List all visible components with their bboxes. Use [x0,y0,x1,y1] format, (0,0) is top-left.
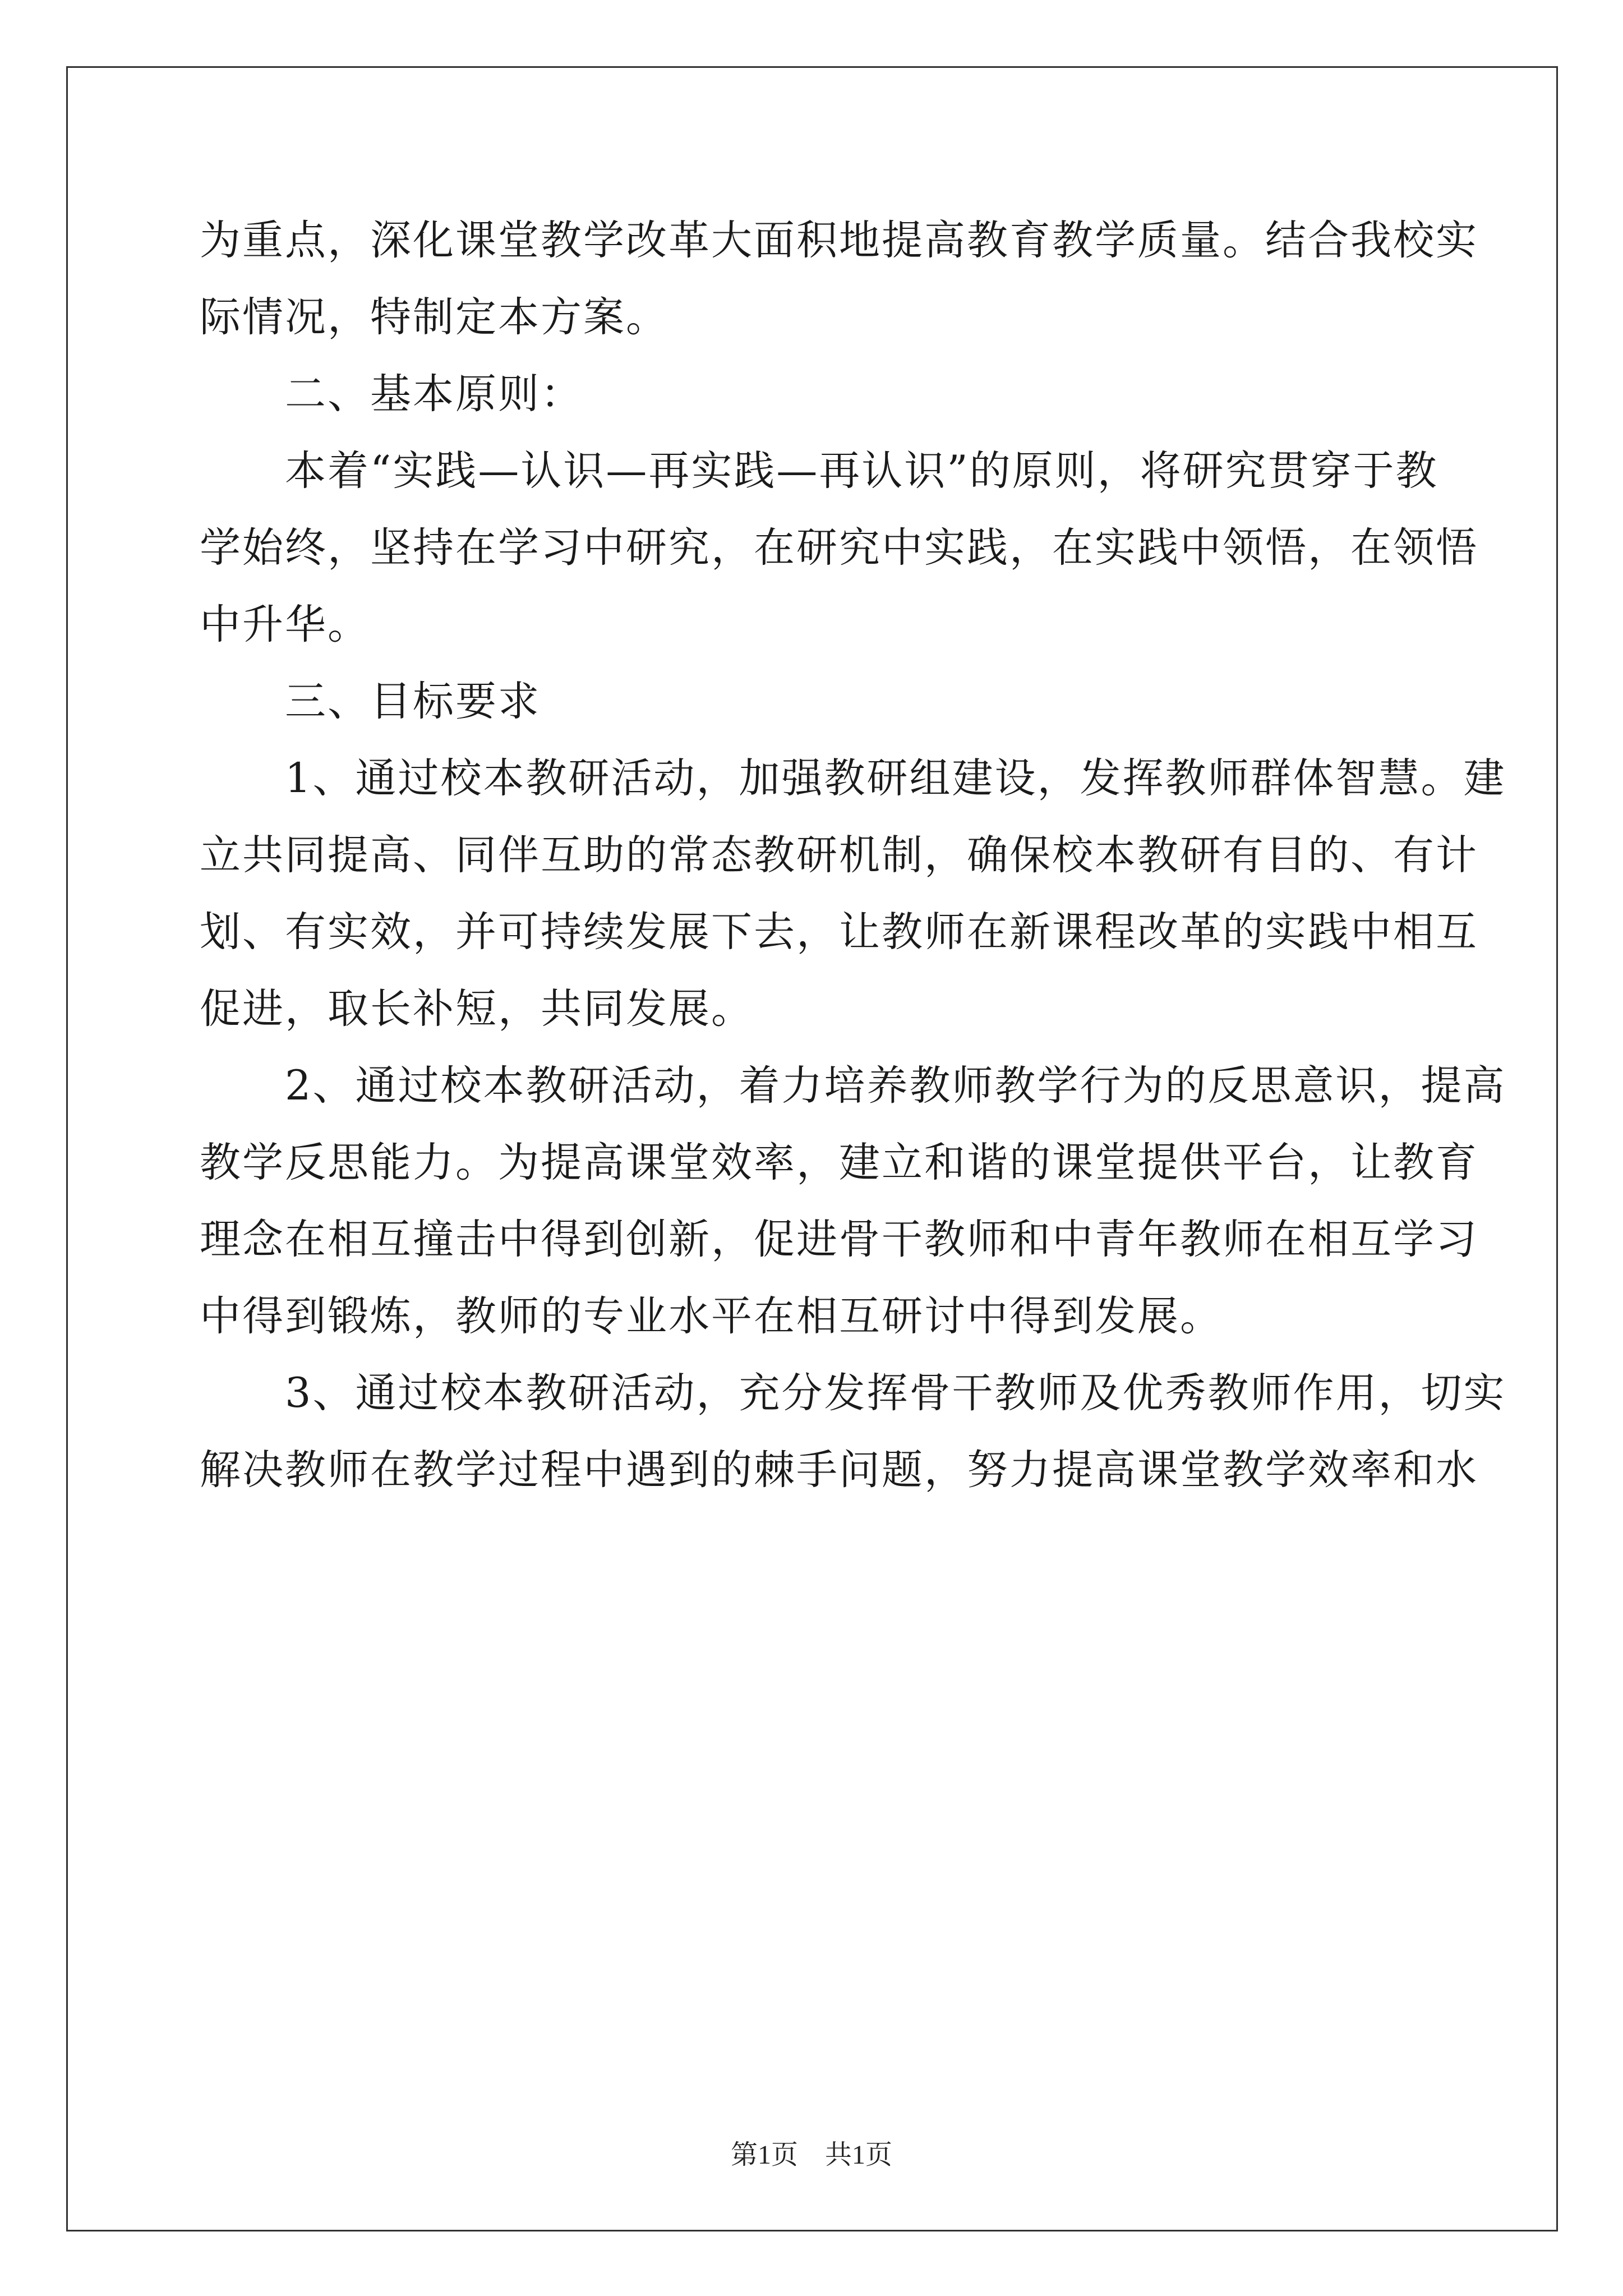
text-line: 促进，取长补短，共同发展。 [200,985,754,1033]
text-line: 本着“实践—认识—再实践—再认识”的原则，将研究贯穿于教 [200,447,1438,495]
text-line: 际情况，特制定本方案。 [200,293,668,341]
text-line: 立共同提高、同伴互助的常态教研机制，确保校本教研有目的、有计 [200,831,1478,879]
document-body [200,202,1506,1508]
text-line: 中升华。 [200,601,370,648]
text-line: 理念在相互撞击中得到创新，促进骨干教师和中青年教师在相互学习 [200,1216,1478,1263]
page-footer [0,2133,1623,2171]
text-line: 3、通过校本教研活动，充分发挥骨干教师及优秀教师作用，切实 [200,1369,1506,1417]
text-line: 划、有实效，并可持续发展下去，让教师在新课程改革的实践中相互 [200,908,1478,956]
text-line: 教学反思能力。为提高课堂效率，建立和谐的课堂提供平台，让教育 [200,1139,1478,1186]
text-line: 解决教师在教学过程中遇到的棘手问题，努力提高课堂教学效率和水 [200,1446,1478,1494]
page-number: 第1页 共1页 [730,2140,892,2170]
text-line: 2、通过校本教研活动，着力培养教师教学行为的反思意识，提高 [200,1062,1506,1110]
text-line: 学始终，坚持在学习中研究，在研究中实践，在实践中领悟，在领悟 [200,524,1478,572]
text-line: 中得到锻炼，教师的专业水平在相互研讨中得到发展。 [200,1292,1223,1340]
section-heading: 三、目标要求 [200,678,541,725]
text-line: 为重点，深化课堂教学改革大面积地提高教育教学质量。结合我校实 [200,217,1478,264]
section-heading: 二、基本原则： [200,370,583,418]
text-line: 1、通过校本教研活动，加强教研组建设，发挥教师群体智慧。建 [200,754,1506,802]
